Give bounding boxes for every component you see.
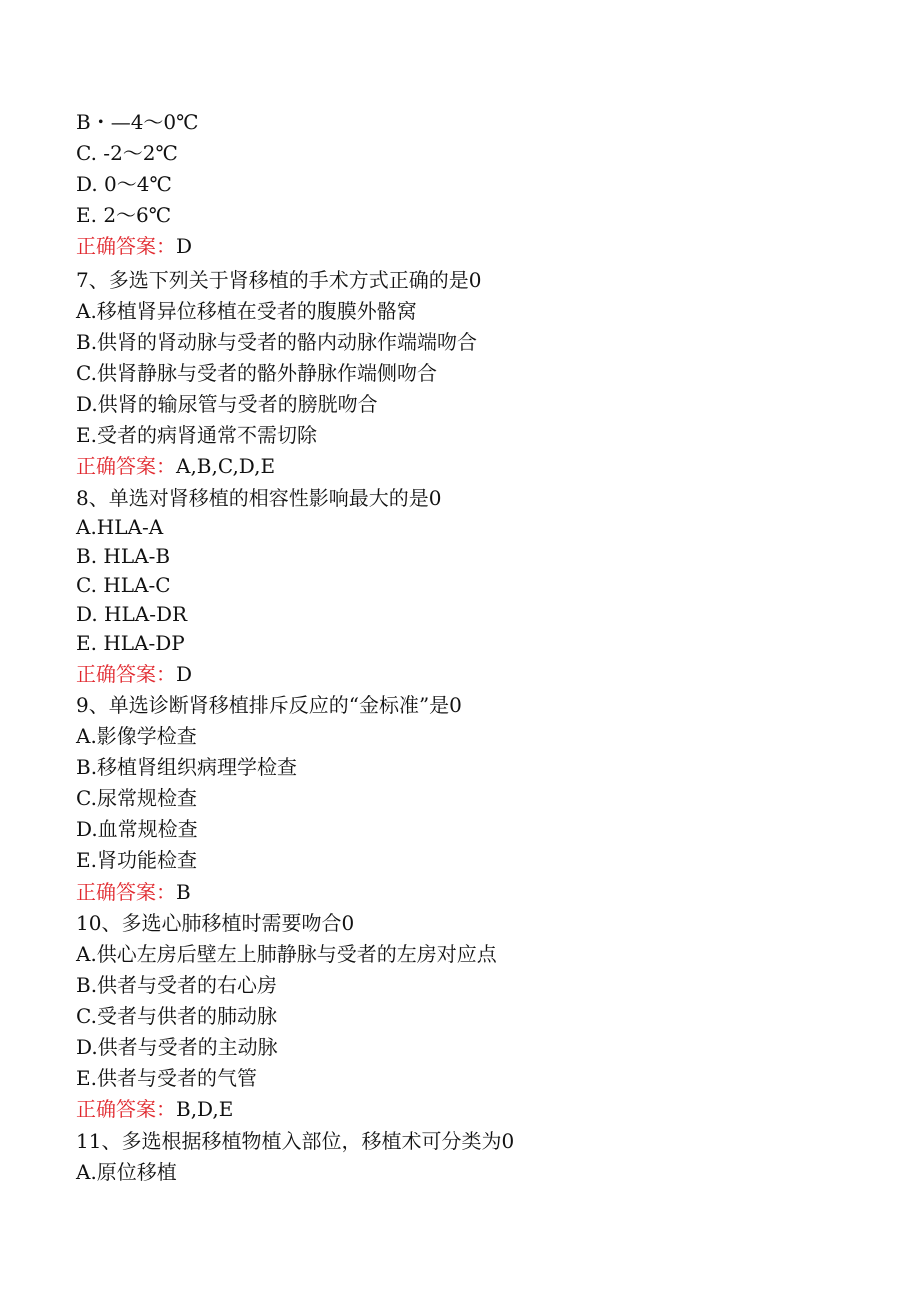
answer-line [76, 1095, 233, 1123]
option-line: B・—4～0℃ [76, 110, 199, 134]
option-line: C.供肾静脉与受者的骼外静脉作端侧吻合 [76, 361, 437, 385]
answer-label: 正确答案： [76, 234, 176, 258]
option-line: E.受者的病肾通常不需切除 [76, 423, 317, 447]
option-line: D. 0～4℃ [76, 172, 172, 196]
option-line: D.供肾的输尿管与受者的膀胱吻合 [76, 392, 378, 416]
option-line: B.供肾的肾动脉与受者的骼内动脉作端端吻合 [76, 330, 478, 354]
option-line: C.尿常规检查 [76, 786, 197, 810]
answer-line [76, 878, 191, 906]
option-line: C.受者与供者的肺动脉 [76, 1004, 277, 1028]
question-line: 10、多选心肺移植时需要吻合0 [76, 911, 355, 935]
answer-value: D [176, 234, 193, 258]
option-line: C. -2～2℃ [76, 141, 178, 165]
question-line: 11、多选根据移植物植入部位，移植术可分类为0 [76, 1129, 515, 1153]
option-line: D.血常规检查 [76, 817, 198, 841]
option-line: B.供者与受者的右心房 [76, 973, 278, 997]
option-line: B.移植肾组织病理学检查 [76, 755, 298, 779]
option-line: E. HLA-DP [76, 631, 185, 655]
option-line: D.供者与受者的主动脉 [76, 1035, 278, 1059]
answer-value: B,D,E [176, 1097, 234, 1121]
question-line: 9、单选诊断肾移植排斥反应的“金标准”是0 [76, 693, 462, 717]
question-line: 7、多选下列关于肾移植的手术方式正确的是0 [76, 268, 482, 292]
answer-value: B [176, 880, 191, 904]
option-line: A.移植肾异位移植在受者的腹膜外骼窝 [76, 299, 417, 323]
answer-line [76, 452, 275, 480]
option-line: A.影像学检查 [76, 724, 197, 748]
answer-label: 正确答案： [76, 1097, 176, 1121]
answer-line [76, 660, 192, 688]
option-line: B. HLA-B [76, 544, 171, 568]
option-line: E.肾功能检查 [76, 848, 197, 872]
answer-line [76, 232, 192, 260]
answer-value: D [176, 662, 193, 686]
answer-value: A,B,C,D,E [176, 454, 276, 478]
answer-label: 正确答案： [76, 662, 176, 686]
option-line: A.原位移植 [76, 1160, 177, 1184]
answer-label: 正确答案： [76, 454, 176, 478]
option-line: A.供心左房后壁左上肺静脉与受者的左房对应点 [76, 942, 497, 966]
option-line: D. HLA-DR [76, 602, 188, 626]
option-line: A.HLA-A [76, 515, 164, 539]
option-line: C. HLA-C [76, 573, 171, 597]
option-line: E. 2～6℃ [76, 203, 172, 227]
option-line: E.供者与受者的气管 [76, 1066, 257, 1090]
answer-label: 正确答案： [76, 880, 176, 904]
question-line: 8、单选对肾移植的相容性影响最大的是0 [76, 486, 442, 510]
